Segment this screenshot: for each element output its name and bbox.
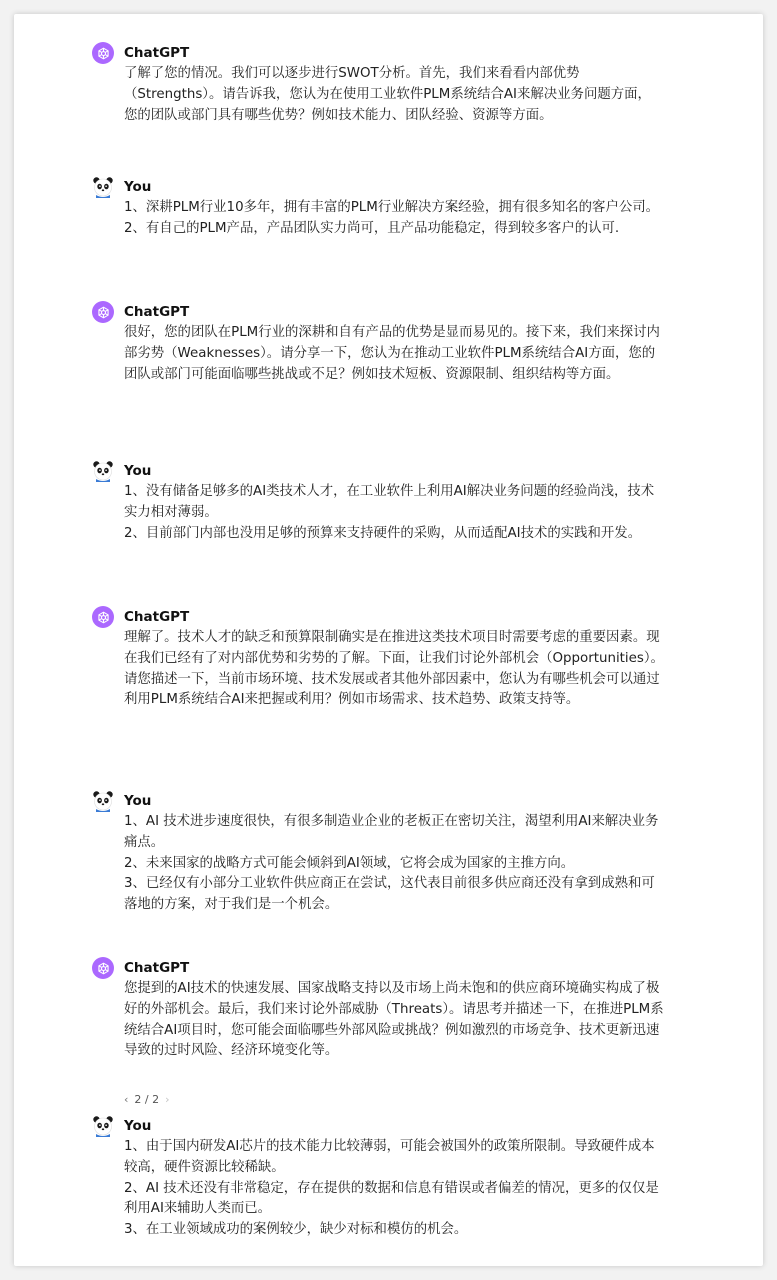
message-paragraph: 3、在工业领域成功的案例较少，缺少对标和模仿的机会。 — [124, 1222, 468, 1238]
message-author: ChatGPT — [124, 609, 190, 625]
message-body — [124, 482, 664, 544]
response-pager — [124, 1093, 170, 1106]
panda-icon — [92, 176, 114, 198]
openai-logo-icon — [92, 42, 114, 64]
chat-transcript — [14, 14, 763, 1266]
openai-logo-icon — [92, 957, 114, 979]
message-author: ChatGPT — [124, 304, 190, 320]
message-paragraph: 2、AI 技术还没有非常稳定，存在提供的数据和信息有错误或者偏差的情况，更多的仅仅是利用AI来辅助人类而已。 — [124, 1180, 659, 1217]
message-paragraph: 3、已经仅有小部分工业软件供应商正在尝试，这代表目前很多供应商还没有拿到成熟和可落地的方案，对于我们是一个机会。 — [124, 876, 655, 913]
message-body — [124, 1137, 664, 1241]
next-response-button[interactable]: › — [165, 1093, 170, 1106]
message-author: You — [124, 179, 152, 195]
message-author: You — [124, 1118, 152, 1134]
message-body — [124, 198, 664, 240]
message-paragraph: 了解了您的情况。我们可以逐步进行SWOT分析。首先，我们来看看内部优势（Strengths）。请告诉我，您认为在使用工业软件PLM系统结合AI来解决业务问题方面，您的团队或部门具有哪些优势？例如技术能力、团队经验、资源等方面。 — [124, 66, 651, 123]
message-author: You — [124, 463, 152, 479]
message-paragraph: 很好，您的团队在PLM行业的深耕和自有产品的优势是显而易见的。接下来，我们来探讨内部劣势（Weaknesses）。请分享一下，您认为在推动工业软件PLM系统结合AI方面，您的团队或部门可能面临哪些挑战或不足？例如技术短板、资源限制、组织结构等方面。 — [124, 325, 660, 382]
message-paragraph: 您提到的AI技术的快速发展、国家战略支持以及市场上尚未饱和的供应商环境确实构成了极好的外部机会。最后，我们来讨论外部威胁（Threats）。请思考并描述一下，在推进PLM系统结合AI项目时，您可能会面临哪些外部风险或挑战？例如激烈的市场竞争、技术更新迅速导致的过时风险、经济环境变化等。 — [124, 981, 664, 1059]
message-author: ChatGPT — [124, 45, 190, 61]
message-paragraph: 1、没有储备足够多的AI类技术人才，在工业软件上利用AI解决业务问题的经验尚浅，技术实力相对薄弱。 — [124, 484, 655, 520]
message-body — [124, 323, 664, 385]
message-author: You — [124, 793, 152, 809]
message-body — [124, 628, 664, 711]
response-counter: 2 / 2 — [134, 1093, 160, 1106]
message-paragraph: 1、由于国内研发AI芯片的技术能力比较薄弱，可能会被国外的政策所限制。导致硬件成本较高，硬件资源比较稀缺。 — [124, 1139, 655, 1175]
message-paragraph: 2、未来国家的战略方式可能会倾斜到AI领域，它将会成为国家的主推方向。 — [124, 855, 575, 871]
message-paragraph: 1、深耕PLM行业10多年，拥有丰富的PLM行业解决方案经验，拥有很多知名的客户公司。 — [124, 200, 660, 215]
message-paragraph: 1、AI 技术进步速度很快，有很多制造业企业的老板正在密切关注，渴望利用AI来解决业务痛点。 — [124, 814, 659, 850]
panda-icon — [92, 790, 114, 812]
openai-logo-icon — [92, 301, 114, 323]
message-paragraph: 2、目前部门内部也没用足够的预算来支持硬件的采购，从而适配AI技术的实践和开发。 — [124, 525, 642, 541]
panda-icon — [92, 460, 114, 482]
panda-icon — [92, 1115, 114, 1137]
message-author: ChatGPT — [124, 960, 190, 976]
message-body — [124, 64, 664, 126]
message-paragraph: 理解了。技术人才的缺乏和预算限制确实是在推进这类技术项目时需要考虑的重要因素。现在我们已经有了对内部优势和劣势的了解。下面，让我们讨论外部机会（Opportunities）。请您描述一下，当前市场环境、技术发展或者其他外部因素中，您认为有哪些机会可以通过利用PLM系统结合AI来把握或利用？例如市场需求、技术趋势、政策支持等。 — [124, 630, 664, 708]
message-body — [124, 812, 664, 916]
message-body — [124, 979, 664, 1062]
openai-logo-icon — [92, 606, 114, 628]
previous-response-button[interactable]: ‹ — [124, 1093, 129, 1106]
message-paragraph: 2、有自己的PLM产品，产品团队实力尚可，且产品功能稳定，得到较多客户的认可. — [124, 220, 620, 236]
